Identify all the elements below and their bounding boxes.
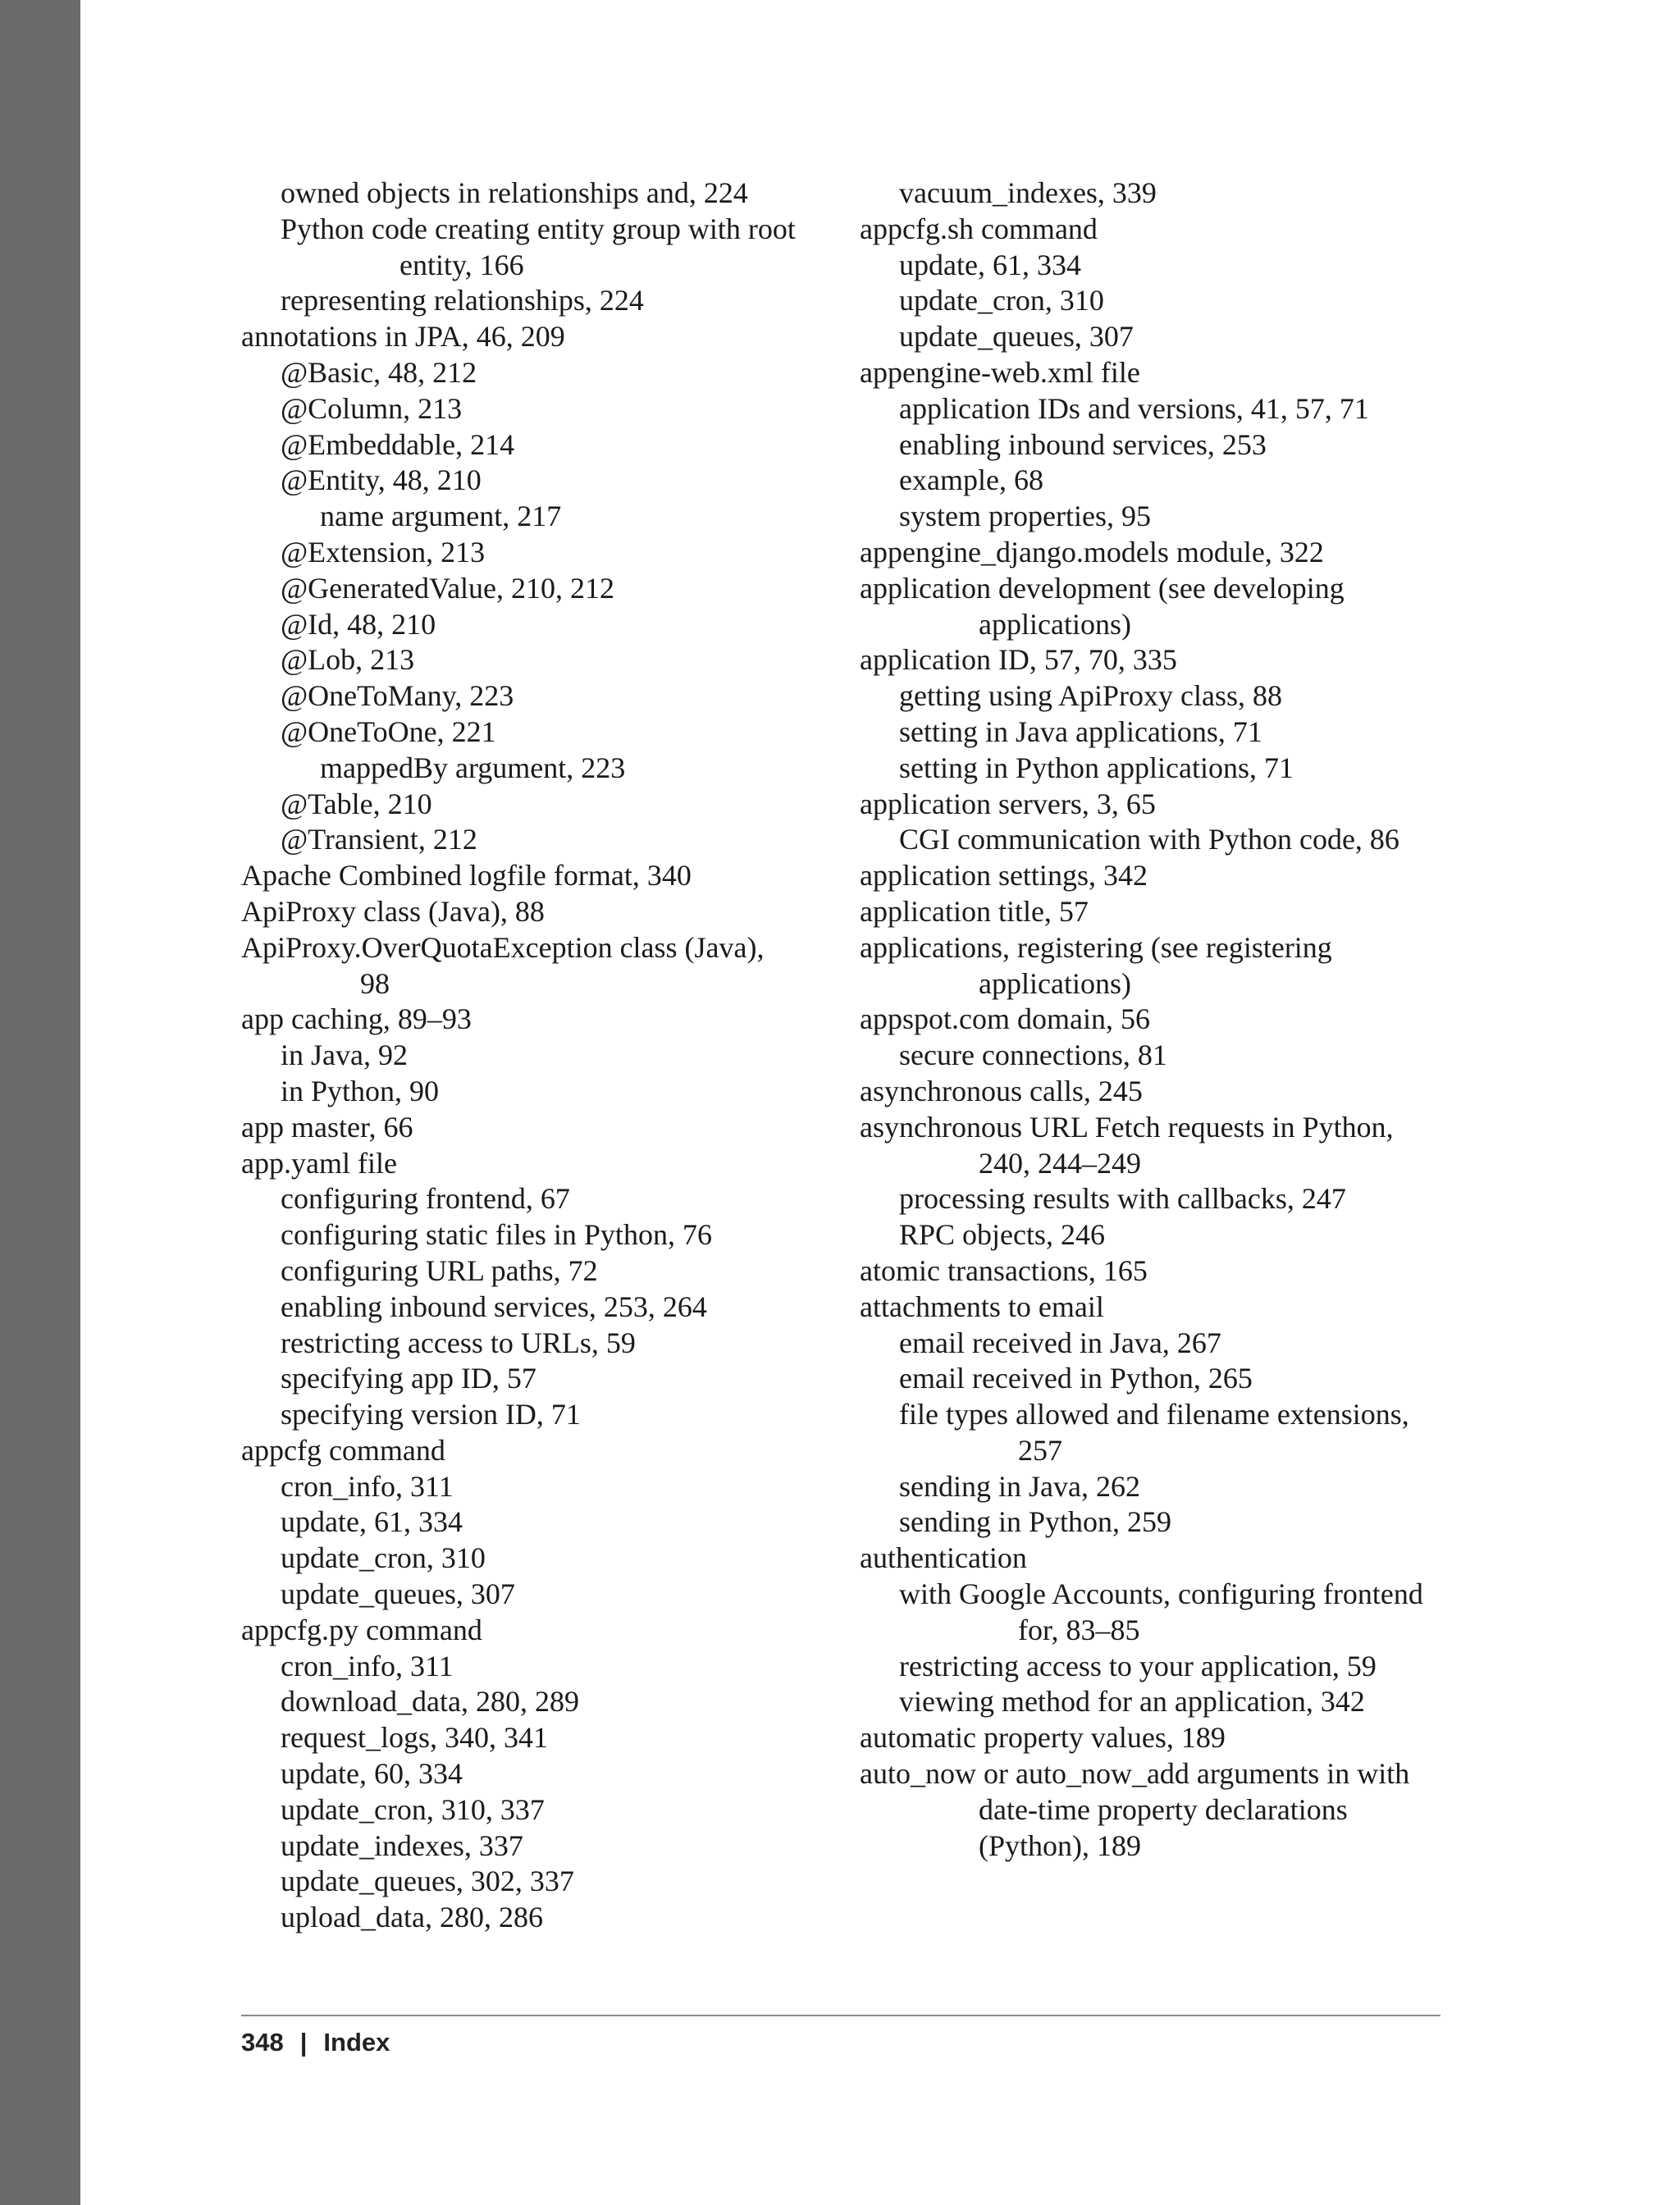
index-entry: cron_info, 311 [281,1469,454,1503]
index-entry: sending in Python, 259 [899,1505,1172,1539]
index-entry: applications, registering (see registering [860,930,1332,964]
index-entry: owned objects in relationships and, 224 [281,176,748,209]
index-entry: upload_data, 280, 286 [281,1901,543,1934]
index-entry: enabling inbound services, 253 [899,427,1267,461]
index-entry: viewing method for an application, 342 [899,1685,1365,1719]
index-entry: entity, 166 [399,248,524,281]
page-number: 348 [241,2028,284,2057]
index-entry: representing relationships, 224 [281,284,644,317]
index-entry: @Basic, 48, 212 [281,355,477,389]
index-entry: app master, 66 [241,1110,413,1144]
index-entry: processing results with callbacks, 247 [899,1182,1346,1216]
index-entry: update_indexes, 337 [281,1828,523,1862]
index-entry: @Column, 213 [281,391,463,425]
index-entry: ApiProxy.OverQuotaException class (Java), [241,930,765,964]
index-entry: restricting access to URLs, 59 [281,1326,636,1359]
index-entry: configuring static files in Python, 76 [281,1218,712,1252]
index-entry: @Table, 210 [281,787,432,820]
index-entry: RPC objects, 246 [899,1218,1106,1252]
index-entry: application settings, 342 [860,859,1148,892]
index-entry: attachments to email [860,1290,1104,1323]
index-entry: specifying version ID, 71 [281,1398,581,1431]
index-entry: appcfg command [241,1433,445,1467]
index-entry: with Google Accounts, configuring frontend [899,1577,1423,1611]
index-entry: (Python), 189 [979,1828,1141,1862]
section-name: Index [323,2028,390,2057]
index-entry: @Entity, 48, 210 [281,463,482,497]
index-entry: secure connections, 81 [899,1039,1167,1072]
index-entry: applications) [979,966,1131,1000]
index-entry: application ID, 57, 70, 335 [860,643,1177,677]
index-entry: annotations in JPA, 46, 209 [241,320,565,354]
index-entry: atomic transactions, 165 [860,1253,1148,1287]
index-entry: update_cron, 310, 337 [281,1792,545,1826]
index-entry: update, 61, 334 [281,1505,463,1539]
index-entry: authentication [860,1541,1027,1575]
index-entry: @OneToOne, 221 [281,714,496,748]
index-entry: update_queues, 302, 337 [281,1865,574,1898]
index-entry: file types allowed and filename extensions, [899,1398,1409,1431]
index-entry: application IDs and versions, 41, 57, 71 [899,391,1369,425]
index-entry: name argument, 217 [320,500,562,533]
index-entry: @GeneratedValue, 210, 212 [281,571,615,605]
footer-separator: | [299,2028,308,2057]
index-entry: configuring URL paths, 72 [281,1253,598,1287]
index-entry: setting in Java applications, 71 [899,714,1262,748]
index-entry: Python code creating entity group with root [281,212,796,245]
page-edge-bar [0,0,80,2205]
index-entry: in Java, 92 [281,1039,408,1072]
index-entry: auto_now or auto_now_add arguments in with [860,1757,1410,1791]
index-column-left [241,176,848,1936]
index-entry: in Python, 90 [281,1074,440,1107]
index-entry: ApiProxy class (Java), 88 [241,894,545,928]
index-entry: update_cron, 310 [281,1541,486,1575]
index-entry: application title, 57 [860,894,1089,928]
index-entry: vacuum_indexes, 339 [899,176,1157,209]
index-entry: getting using ApiProxy class, 88 [899,679,1282,713]
index-entry: appspot.com domain, 56 [860,1002,1150,1036]
index-entry: appcfg.py command [241,1613,482,1646]
index-entry: automatic property values, 189 [860,1721,1226,1755]
index-entry: date-time property declarations [979,1792,1348,1826]
footer-rule [241,2015,1440,2016]
index-column-right [860,176,1450,1864]
index-entry: update, 61, 334 [899,248,1081,281]
index-entry: specifying app ID, 57 [281,1362,536,1395]
index-entry: download_data, 280, 289 [281,1685,579,1719]
index-entry: appengine_django.models module, 322 [860,535,1324,568]
index-entry: Apache Combined logfile format, 340 [241,859,692,892]
index-entry: appengine-web.xml file [860,355,1140,389]
index-entry: appcfg.sh command [860,212,1098,245]
index-entry: cron_info, 311 [281,1649,454,1682]
index-entry: @Lob, 213 [281,643,415,677]
index-entry: asynchronous calls, 245 [860,1074,1143,1107]
index-entry: email received in Java, 267 [899,1326,1221,1359]
index-entry: application development (see developing [860,571,1344,605]
index-entry: update_cron, 310 [899,284,1104,317]
index-entry: enabling inbound services, 253, 264 [281,1290,707,1323]
index-entry: email received in Python, 265 [899,1362,1253,1395]
index-entry: setting in Python applications, 71 [899,751,1294,784]
index-entry: update_queues, 307 [281,1577,515,1611]
index-entry: update_queues, 307 [899,320,1134,354]
index-entry: mappedBy argument, 223 [320,751,626,784]
index-entry: example, 68 [899,463,1043,497]
index-entry: request_logs, 340, 341 [281,1721,548,1755]
index-entry: asynchronous URL Fetch requests in Python, [860,1110,1394,1144]
index-entry: application servers, 3, 65 [860,787,1156,820]
index-entry: @Extension, 213 [281,535,486,568]
index-entry: @Transient, 212 [281,823,477,856]
index-entry: restricting access to your application, 59 [899,1649,1376,1682]
index-entry: update, 60, 334 [281,1757,463,1791]
index-entry: @OneToMany, 223 [281,679,514,713]
index-entry: 240, 244–249 [979,1146,1141,1180]
index-entry: 98 [360,966,390,1000]
index-entry: CGI communication with Python code, 86 [899,823,1399,856]
page-footer [241,2026,390,2059]
index-entry: app caching, 89–93 [241,1002,472,1036]
index-entry: @Embeddable, 214 [281,427,515,461]
index-entry: system properties, 95 [899,500,1151,533]
index-entry: app.yaml file [241,1146,397,1180]
index-entry: sending in Java, 262 [899,1469,1140,1503]
index-entry: applications) [979,607,1131,641]
index-entry: @Id, 48, 210 [281,607,436,641]
index-entry: configuring frontend, 67 [281,1182,570,1216]
index-entry: for, 83–85 [1018,1613,1140,1646]
index-entry: 257 [1018,1433,1062,1467]
